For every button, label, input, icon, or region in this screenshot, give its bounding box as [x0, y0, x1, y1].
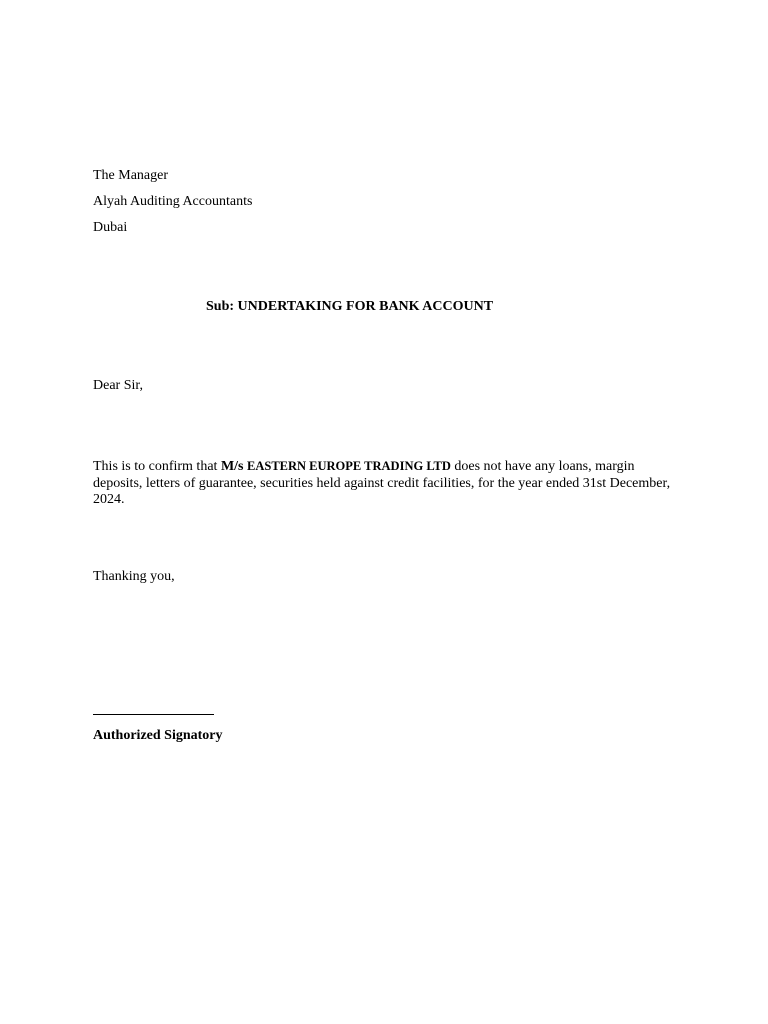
signature-line: [93, 714, 214, 715]
body-suffix: does not have any loans, margin deposits, letters of guarantee, securities held against credit facilities, for the year ended 31st December, 2024.: [93, 459, 671, 507]
body-paragraph: [93, 458, 673, 509]
body-prefix: This is to confirm that: [93, 459, 221, 474]
recipient-city: Dubai: [93, 220, 128, 235]
company-legal-name: EASTERN EUROPE TRADING LTD: [247, 459, 451, 473]
signature-label: Authorized Signatory: [93, 728, 223, 743]
salutation: Dear Sir,: [93, 378, 143, 393]
company-ms: M/s: [220, 459, 247, 474]
company-name: [221, 459, 451, 474]
subject-line: Sub: UNDERTAKING FOR BANK ACCOUNT: [206, 299, 494, 314]
recipient-title: The Manager: [93, 168, 169, 183]
closing-line: Thanking you,: [93, 569, 175, 584]
recipient-company: Alyah Auditing Accountants: [93, 194, 253, 209]
